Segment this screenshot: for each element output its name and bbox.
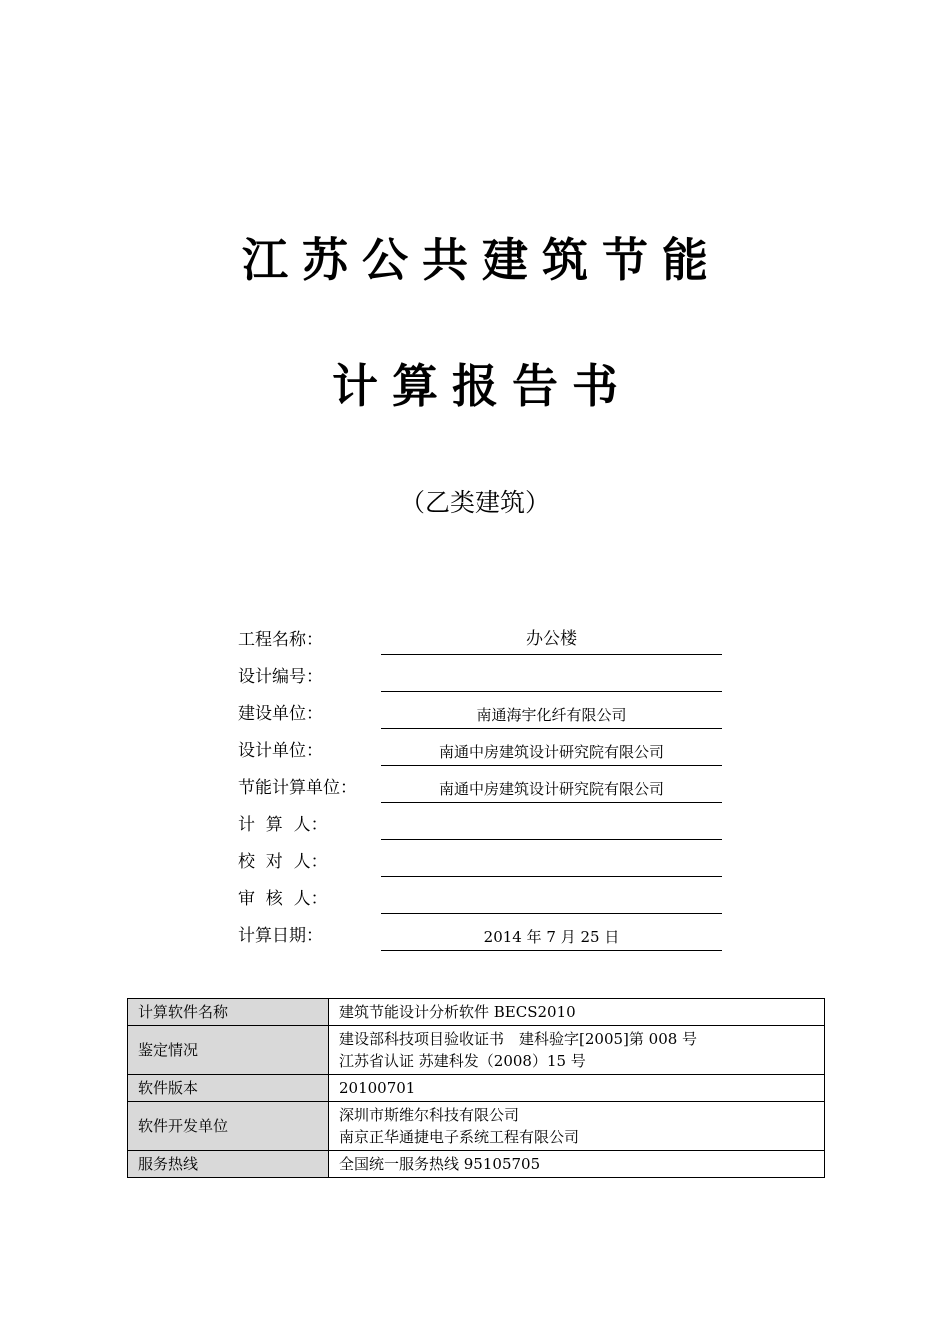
table-row [128,1026,825,1075]
field-value: 南通海宇化纤有限公司 [476,706,627,724]
field-project-name [238,628,722,658]
field-value: 南通中房建筑设计研究院有限公司 [438,780,664,798]
field-label: 设计编号： [238,667,323,687]
table-cell-label: 服务热线 [128,1151,329,1178]
table-cell-label: 计算软件名称 [128,999,329,1026]
field-reviewer [238,887,722,917]
table-cell-value [329,999,825,1026]
table-cell-value [329,1075,825,1102]
field-checker [238,850,722,880]
field-label: 设计单位： [238,741,323,761]
value-line: 全国统一服务热线 95105705 [339,1155,541,1173]
field-underline [381,876,722,877]
field-label: 校 对 人： [238,852,328,872]
field-value: 办公楼 [526,629,577,649]
field-label: 节能计算单位： [238,778,357,798]
field-design-number [238,665,722,695]
table-cell-label: 鉴定情况 [128,1026,329,1075]
field-value: 南通中房建筑设计研究院有限公司 [438,743,664,761]
field-label: 审 核 人： [238,889,328,909]
table-cell-value [329,1102,825,1151]
table-row [128,1102,825,1151]
table-row [128,1075,825,1102]
field-underline [381,654,722,655]
value-line: 20100701 [339,1079,416,1097]
value-line: 深圳市斯维尔科技有限公司 [339,1106,520,1124]
table-row [128,999,825,1026]
software-info-table [127,998,825,1178]
field-underline [381,950,722,951]
table-cell-label: 软件开发单位 [128,1102,329,1151]
field-label: 工程名称： [238,630,323,650]
field-design-unit [238,739,722,769]
table-row [128,1151,825,1178]
table-cell-label: 软件版本 [128,1075,329,1102]
table-cell-value [329,1151,825,1178]
value-line: 南京正华通捷电子系统工程有限公司 [339,1128,580,1146]
field-label: 计 算 人： [238,815,328,835]
table-cell-value [329,1026,825,1075]
field-calc-date [238,924,722,954]
field-underline [381,802,722,803]
field-client [238,702,722,732]
field-underline [381,839,722,840]
field-value: 2014 年 7 月 25 日 [483,928,620,946]
field-underline [381,765,722,766]
field-calculator [238,813,722,843]
value-line: 建设部科技项目验收证书 建科验字[2005]第 008 号 [339,1030,698,1048]
title-line-1: 江苏公共建筑节能 [242,233,722,287]
field-underline [381,728,722,729]
field-underline [381,691,722,692]
building-class-subtitle: （乙类建筑） [399,488,550,517]
title-line-2: 计算报告书 [332,359,632,413]
field-underline [381,913,722,914]
field-energy-calc-unit [238,776,722,806]
field-label: 建设单位： [238,704,323,724]
value-line: 建筑节能设计分析软件 BECS2010 [339,1003,576,1021]
field-label: 计算日期： [238,926,323,946]
value-line: 江苏省认证 苏建科发（2008）15 号 [339,1052,586,1070]
